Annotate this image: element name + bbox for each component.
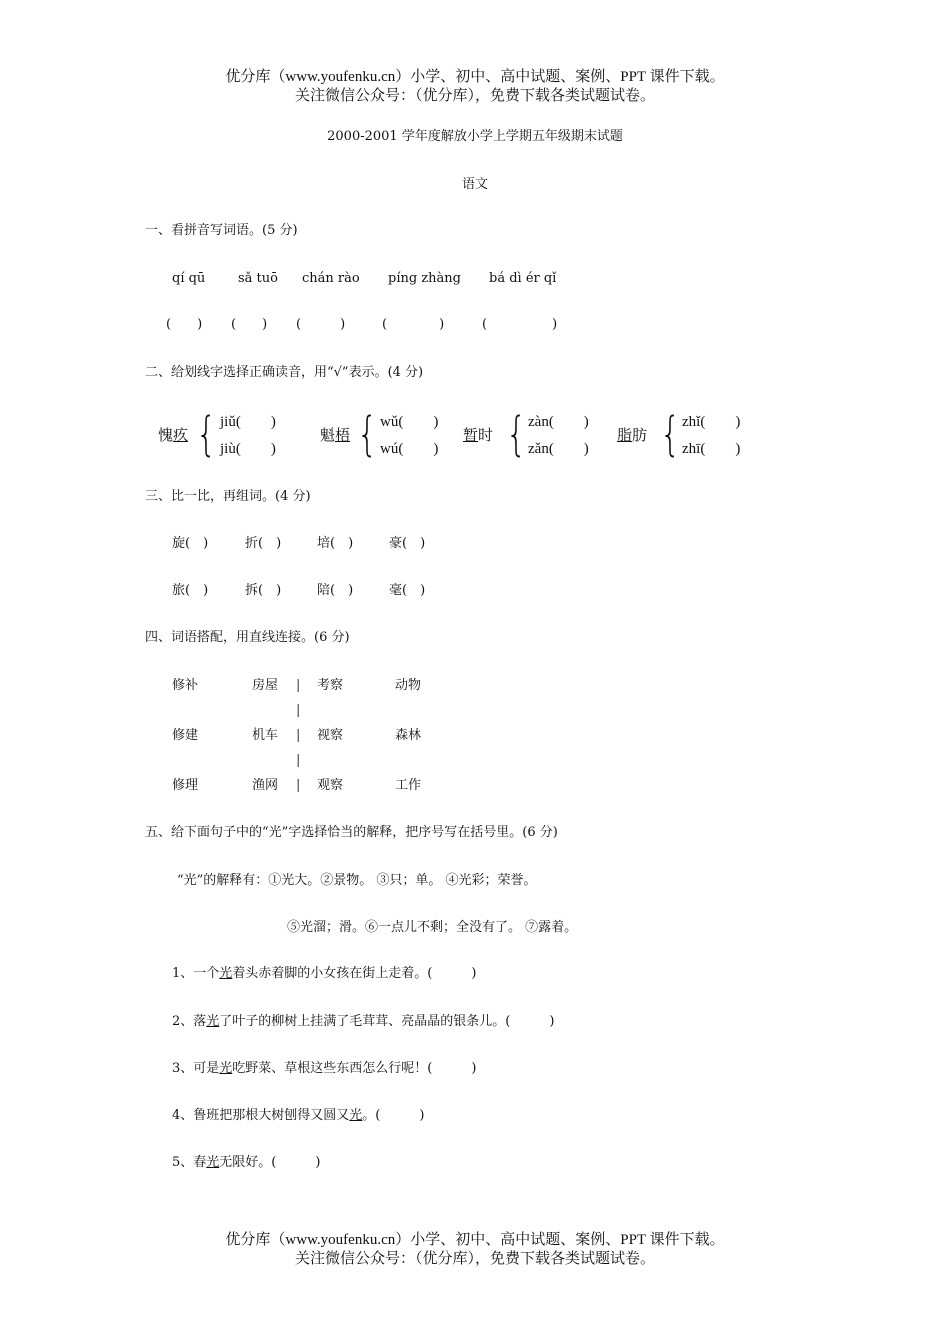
compare-item[interactable]: 折( ) xyxy=(245,536,282,551)
reading-option[interactable]: zǎn( ) xyxy=(528,441,589,457)
sentence-item[interactable]: 3、可是光吃野菜、草根这些东西怎么行呢！( ) xyxy=(172,1061,477,1076)
word-kuijiu: 愧疚 xyxy=(158,426,189,444)
watermark-top-line1: 优分库（www.youfenku.cn）小学、初中、高中试题、案例、PPT 课件下载。 xyxy=(225,69,725,85)
answer-blank[interactable]: ( ) xyxy=(382,317,445,332)
match-word[interactable]: 视察 xyxy=(317,728,344,743)
watermark-bottom-line1: 优分库（www.youfenku.cn）小学、初中、高中试题、案例、PPT 课件下载。 xyxy=(225,1232,725,1248)
answer-blank[interactable]: ( ) xyxy=(482,317,558,332)
reading-option[interactable]: wǔ( ) xyxy=(380,414,439,430)
section2-heading: 二、给划线字选择正确读音，用“√”表示。(4 分) xyxy=(145,365,424,380)
compare-item[interactable]: 陪( ) xyxy=(317,583,354,598)
section3-heading: 三、比一比，再组词。(4 分) xyxy=(145,489,311,504)
divider-bar: | xyxy=(296,753,301,768)
reading-option[interactable]: zàn( ) xyxy=(528,414,589,430)
page-title: 2000-2001 学年度解放小学上学期五年级期末试题 xyxy=(327,129,623,144)
match-word[interactable]: 修理 xyxy=(172,778,199,793)
match-word[interactable]: 修补 xyxy=(172,678,199,693)
sentence-item[interactable]: 2、落光了叶子的柳树上挂满了毛茸茸、亮晶晶的银条儿。( ) xyxy=(172,1014,555,1029)
section5-heading: 五、给下面句子中的“光”字选择恰当的解释，把序号写在括号里。(6 分) xyxy=(145,825,558,840)
sentence-item[interactable]: 4、鲁班把那根大树刨得又圆又光。( ) xyxy=(172,1108,425,1123)
pinyin-item: bá dì ér qǐ xyxy=(489,271,557,286)
reading-option[interactable]: wú( ) xyxy=(380,441,439,457)
divider-bar: | xyxy=(296,703,301,718)
section1-heading: 一、看拼音写词语。(5 分) xyxy=(145,223,298,238)
brace-icon: { xyxy=(660,407,681,461)
compare-item[interactable]: 旋( ) xyxy=(172,536,209,551)
compare-item[interactable]: 旅( ) xyxy=(172,583,209,598)
watermark-bottom-line2: 关注微信公众号：（优分库），免费下载各类试题试卷。 xyxy=(294,1251,655,1267)
brace-icon: { xyxy=(506,407,527,461)
brace-icon: { xyxy=(357,407,378,461)
compare-item[interactable]: 豪( ) xyxy=(389,536,426,551)
match-word[interactable]: 渔网 xyxy=(252,778,279,793)
answer-blank[interactable]: ( ) xyxy=(166,317,203,332)
section4-heading: 四、词语搭配，用直线连接。(6 分) xyxy=(145,630,350,645)
match-word[interactable]: 工作 xyxy=(395,778,422,793)
word-zanshi: 暂时 xyxy=(463,426,494,444)
reading-option[interactable]: jiù( ) xyxy=(220,441,276,457)
divider-bar: | xyxy=(296,778,301,793)
answer-blank[interactable]: ( ) xyxy=(296,317,346,332)
sentence-item[interactable]: 1、一个光着头赤着脚的小女孩在街上走着。( ) xyxy=(172,966,477,981)
pinyin-item: qí qū xyxy=(172,271,206,286)
definitions-line2: ⑤光溜；滑。⑥一点儿不剩；全没有了。 ⑦露着。 xyxy=(287,920,578,935)
watermark-top-line2: 关注微信公众号：（优分库），免费下载各类试题试卷。 xyxy=(294,88,655,104)
compare-item[interactable]: 毫( ) xyxy=(389,583,426,598)
match-word[interactable]: 观察 xyxy=(317,778,344,793)
compare-item[interactable]: 拆( ) xyxy=(245,583,282,598)
divider-bar: | xyxy=(296,728,301,743)
divider-bar: | xyxy=(296,678,301,693)
word-zhifang: 脂肪 xyxy=(617,426,648,444)
pinyin-item: píng zhàng xyxy=(388,271,461,286)
match-word[interactable]: 动物 xyxy=(395,678,422,693)
sentence-item[interactable]: 5、春光无限好。( ) xyxy=(172,1155,321,1170)
answer-blank[interactable]: ( ) xyxy=(231,317,268,332)
subject-title: 语文 xyxy=(461,177,488,192)
reading-option[interactable]: zhǐ( ) xyxy=(682,414,741,430)
match-word[interactable]: 房屋 xyxy=(252,678,279,693)
match-word[interactable]: 森林 xyxy=(395,728,422,743)
reading-option[interactable]: zhī( ) xyxy=(682,441,741,457)
match-word[interactable]: 考察 xyxy=(317,678,344,693)
compare-item[interactable]: 培( ) xyxy=(317,536,354,551)
pinyin-item: chán rào xyxy=(302,271,360,286)
match-word[interactable]: 修建 xyxy=(172,728,199,743)
definitions-line1: “光”的解释有：①光大。②景物。 ③只；单。 ④光彩；荣誉。 xyxy=(177,873,537,888)
pinyin-item: sǎ tuō xyxy=(238,271,278,286)
brace-icon: { xyxy=(196,407,217,461)
word-kuiwu: 魁梧 xyxy=(320,426,351,444)
match-word[interactable]: 机车 xyxy=(252,728,279,743)
reading-option[interactable]: jiǔ( ) xyxy=(220,414,276,430)
